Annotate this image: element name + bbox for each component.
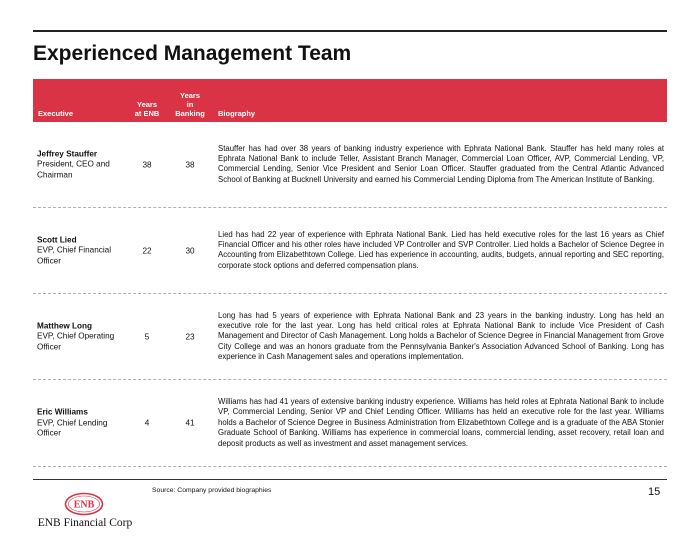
executive-name: Scott Lied — [37, 234, 77, 244]
table-row — [33, 294, 667, 380]
header-years-at-enb — [129, 100, 165, 118]
years-in-banking-value: 23 — [185, 332, 195, 341]
executive-role: EVP, Chief Lending Officer — [37, 417, 108, 438]
biography-text: Stauffer has had over 38 years of banking industry experience with Ephrata National Bank. Stauffer has held many roles at Ephrata National Bank to include Teller, Assistant Branch Manager, Commercial Loan Officer, AVP, Commercial Lending, VP, Commercial Lending, Senior Vice President and Senior Loan Officer. Stauffer graduated from the Central Atlantic Advanced School of Banking at Bucknell University and earned his Commercial Lending Diploma from The American Institute of Banking. — [218, 143, 664, 184]
header-biography: Biography — [218, 109, 256, 118]
table-row — [33, 380, 667, 467]
executive-name: Jeffrey Stauffer — [37, 148, 98, 158]
management-table — [33, 79, 667, 467]
biography-text: Williams has had 41 years of extensive banking industry experience. Williams has held roles at Ephrata National Bank to include VP, Commercial Lending, Senior VP and Chief Lending Officer. Williams has held an executive role for the last year. Williams holds a Bachelor of Science Degree in Business Administration from Elizabethtown College and is a graduate of the ABA Stonier Graduate School of Banking. Williams has experience in commercial loans, commercial lending, asset recovery, retail loan and deposit products as well as investment and asset management services. — [218, 396, 664, 448]
years-at-enb-value: 5 — [144, 332, 150, 341]
years-in-banking-value: 41 — [185, 418, 195, 428]
years-in-banking-value: 38 — [185, 160, 195, 169]
source-note: Source: Company provided biographies — [152, 487, 272, 494]
years-at-enb-value: 22 — [142, 246, 152, 255]
biography-text: Lied has had 22 year of experience with Ephrata National Bank. Lied has held executive roles for the last 16 years as Chief Financial Officer and his other roles have included VP Controller and SVP Controller. Lied holds a Bachelor of Science Degree in Accounting from Elizabethtown College. Lied has experience in accounting, audits, budgets, annual reporting and SEC reporting, corporate stock options and deferred compensation plans. — [218, 229, 664, 270]
bottom-rule — [33, 479, 667, 480]
executive-cell — [37, 321, 127, 353]
page-number: 15 — [648, 486, 661, 498]
biography-text: Long has had 5 years of experience with Ephrata National Bank and 23 years in the banking industry. Long has held an executive role for the last year. Long has held critical roles at Ephrata National Bank to include Vice President of Cash Management and Director of Cash Management. Long holds a Bachelor of Science Degree in Financial Management from Grove City College and was an honors graduate from the Pennsylvania Banker's Association Advanced School of Banking. Long has experience in Cash Management sales and operations implementation. — [218, 310, 664, 362]
top-rule — [33, 30, 667, 32]
executive-role: President, CEO and Chairman — [37, 159, 110, 179]
header-years-at-enb-line2: at ENB — [134, 109, 160, 118]
executive-role: EVP, Chief Operating Officer — [37, 331, 115, 351]
executive-cell — [37, 407, 127, 439]
years-at-enb-value: 38 — [142, 160, 152, 169]
header-executive: Executive — [38, 109, 74, 118]
table-header — [33, 79, 667, 122]
header-years-in-banking — [171, 91, 209, 118]
header-years-in-banking-line2: in Banking — [175, 100, 205, 118]
executive-cell — [37, 149, 127, 181]
executive-name: Eric Williams — [37, 407, 88, 417]
header-years-in-banking-line1: Years — [179, 91, 201, 100]
years-at-enb-value: 4 — [144, 418, 150, 428]
page-title: Experienced Management Team — [33, 42, 352, 65]
executive-name: Matthew Long — [37, 320, 93, 330]
table-row — [33, 208, 667, 294]
company-name: ENB Financial Corp — [37, 517, 133, 529]
company-logo — [32, 492, 138, 532]
enb-logo-icon — [64, 492, 104, 516]
header-years-at-enb-line1: Years — [136, 100, 158, 109]
executive-role: EVP, Chief Financial Officer — [37, 245, 112, 265]
logo-mark-text: ENB — [73, 499, 95, 511]
executive-cell — [37, 235, 127, 267]
table-row — [33, 122, 667, 208]
years-in-banking-value: 30 — [185, 246, 195, 255]
